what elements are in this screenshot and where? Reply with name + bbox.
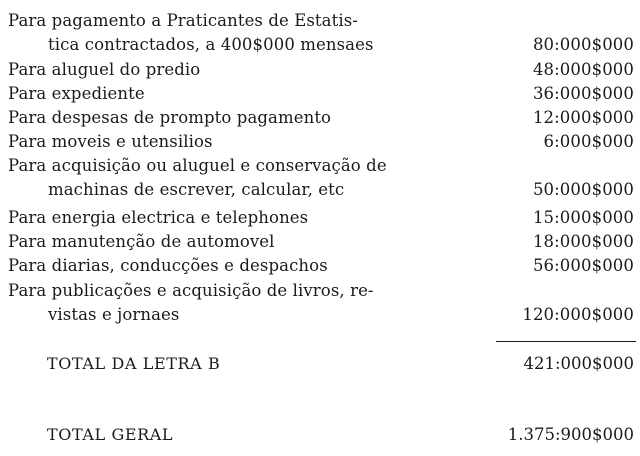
item-5-line-0: Para acquisição ou aluguel e conservação de bbox=[8, 156, 387, 175]
item-2-amount: 36:000$000 bbox=[532, 84, 634, 103]
item-4-line-0: Para moveis e utensilios bbox=[8, 132, 213, 151]
item-5-line-1: machinas de escrever, calcular, etc bbox=[48, 180, 345, 199]
item-0-amount: 80:000$000 bbox=[532, 35, 634, 54]
item-0-line-1: tica contractados, a 400$000 mensaes bbox=[48, 35, 374, 54]
item-8-amount: 56:000$000 bbox=[532, 256, 634, 275]
item-3-line-0: Para despesas de prompto pagamento bbox=[8, 108, 332, 127]
item-5-amount: 50:000$000 bbox=[532, 180, 634, 199]
item-7-amount: 18:000$000 bbox=[532, 232, 634, 251]
item-9-line-1: vistas e jornaes bbox=[48, 305, 180, 324]
item-2-line-0: Para expediente bbox=[8, 84, 145, 103]
total-rule bbox=[496, 341, 636, 342]
item-9-line-0: Para publicações e acquisição de livros, re- bbox=[8, 281, 374, 300]
item-3-amount: 12:000$000 bbox=[532, 108, 634, 127]
item-1-line-0: Para aluguel do predio bbox=[8, 60, 201, 79]
total-letra-b-amount: 421:000$000 bbox=[523, 354, 634, 373]
item-0-line-0: Para pagamento a Praticantes de Estatis- bbox=[8, 11, 358, 30]
item-1-amount: 48:000$000 bbox=[532, 60, 634, 79]
item-7-line-0: Para manutenção de automovel bbox=[8, 232, 275, 251]
total-geral-amount: 1.375:900$000 bbox=[507, 425, 634, 444]
item-4-amount: 6:000$000 bbox=[543, 132, 634, 151]
item-6-amount: 15:000$000 bbox=[532, 208, 634, 227]
item-8-line-0: Para diarias, conducções e despachos bbox=[8, 256, 328, 275]
total-letra-b-label: TOTAL DA LETRA B bbox=[47, 354, 221, 373]
total-geral-label: TOTAL GERAL bbox=[47, 425, 174, 444]
item-6-line-0: Para energia electrica e telephones bbox=[8, 208, 309, 227]
item-9-amount: 120:000$000 bbox=[522, 305, 634, 324]
